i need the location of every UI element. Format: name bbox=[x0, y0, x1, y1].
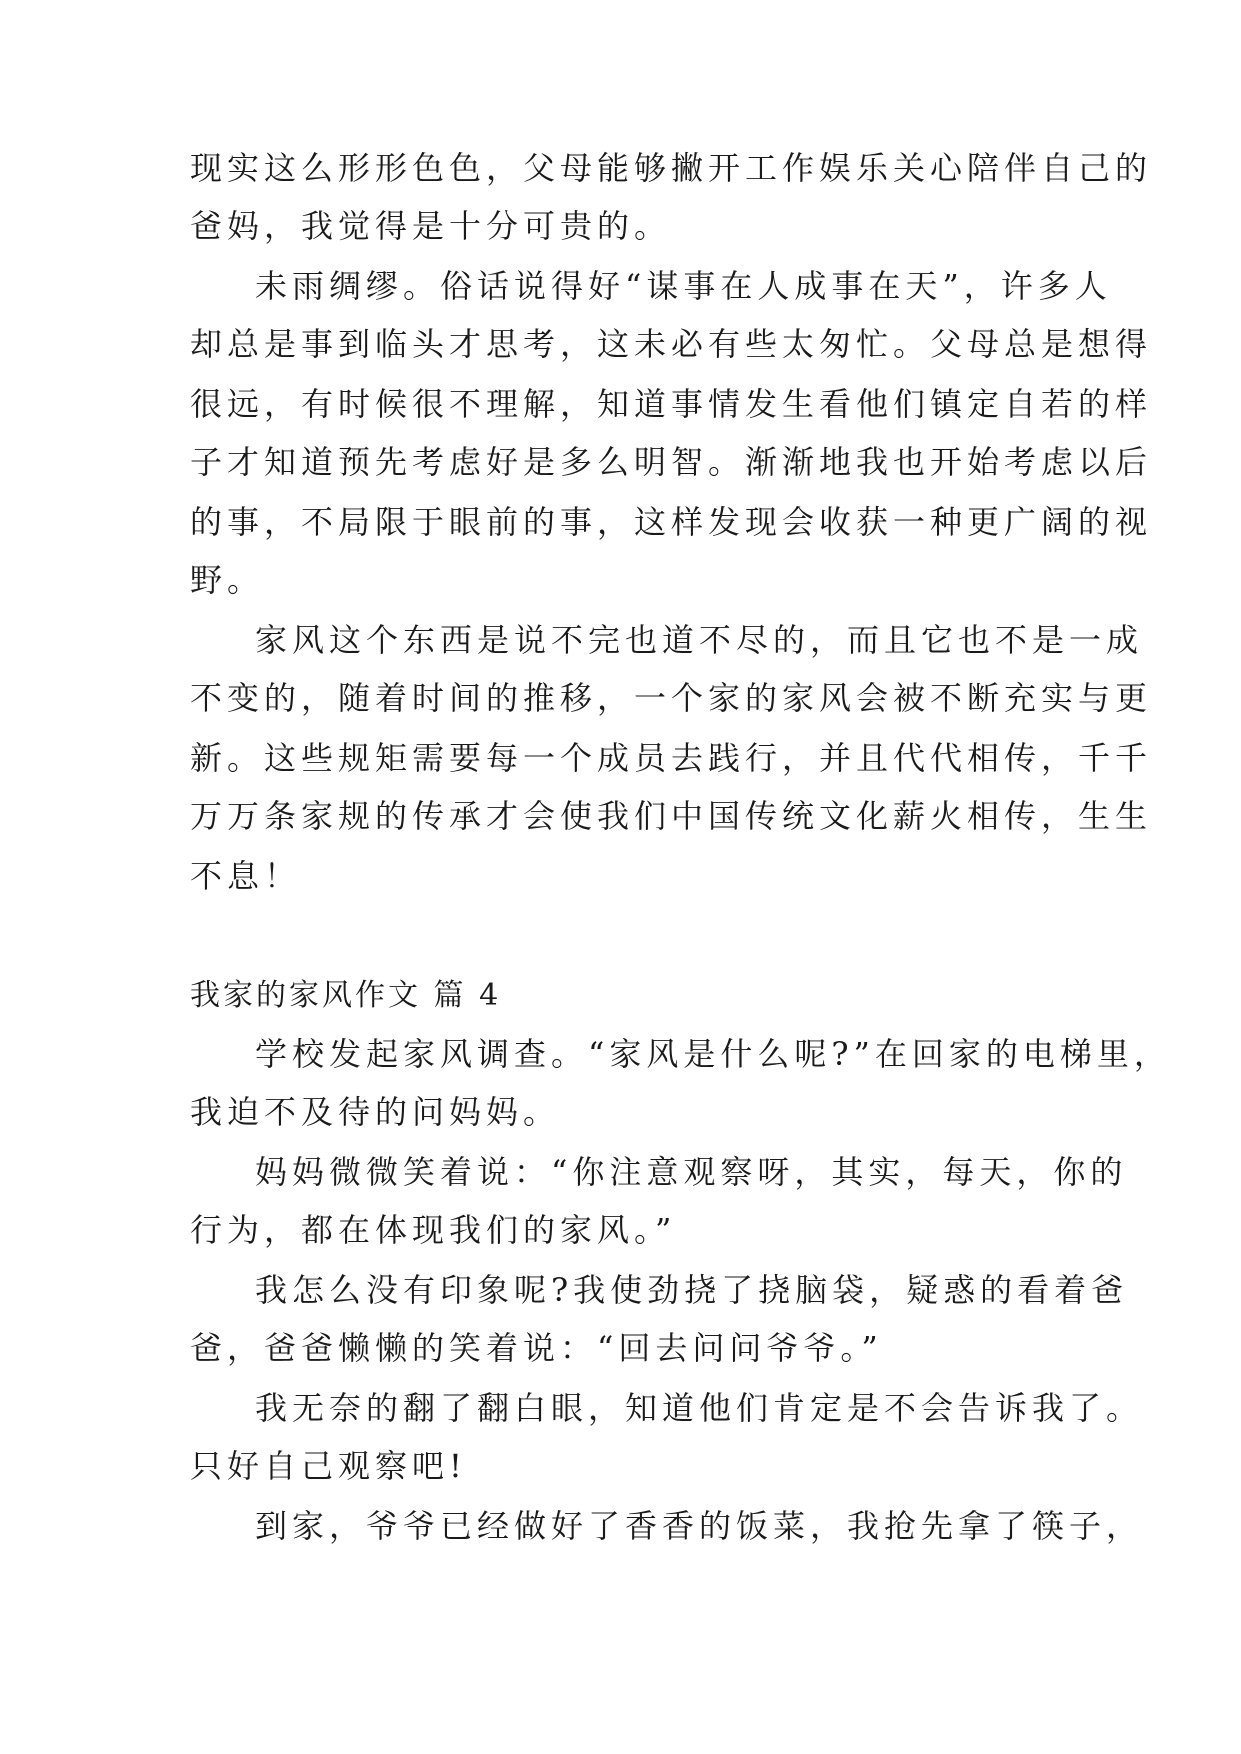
paragraph-line: 到家，爷爷已经做好了香香的饭菜，我抢先拿了筷子， bbox=[255, 1507, 1144, 1545]
section-heading: 我家的家风作文 篇 4 bbox=[190, 978, 502, 1013]
paragraph-line: 爸妈，我觉得是十分可贵的。 bbox=[190, 207, 672, 245]
paragraph-line: 家风这个东西是说不完也道不尽的，而且它也不是一成 bbox=[255, 621, 1144, 659]
paragraph-line: 新。这些规矩需要每一个成员去践行，并且代代相传，千千 bbox=[190, 739, 1153, 777]
paragraph-line: 子才知道预先考虑好是多么明智。渐渐地我也开始考虑以后 bbox=[190, 443, 1153, 481]
paragraph-line: 很远，有时候很不理解，知道事情发生看他们镇定自若的样 bbox=[190, 385, 1153, 423]
paragraph-line: 万万条家规的传承才会使我们中国传统文化薪火相传，生生 bbox=[190, 797, 1153, 835]
paragraph-line: 行为，都在体现我们的家风。” bbox=[190, 1211, 677, 1249]
paragraph-line: 未雨绸缪。俗话说得好“谋事在人成事在天”，许多人 bbox=[255, 267, 1112, 305]
paragraph-line: 的事，不局限于眼前的事，这样发现会收获一种更广阔的视 bbox=[190, 503, 1153, 541]
paragraph-line: 学校发起家风调查。“家风是什么呢?”在回家的电梯里， bbox=[255, 1035, 1171, 1073]
paragraph-line: 我无奈的翻了翻白眼，知道他们肯定是不会告诉我了。 bbox=[255, 1389, 1144, 1427]
paragraph-line: 只好自己观察吧! bbox=[190, 1447, 467, 1485]
paragraph-line: 现实这么形形色色，父母能够撇开工作娱乐关心陪伴自己的 bbox=[190, 149, 1153, 187]
paragraph-line: 野。 bbox=[190, 561, 265, 599]
paragraph-line: 不变的，随着时间的推移，一个家的家风会被不断充实与更 bbox=[190, 679, 1153, 717]
paragraph-line: 妈妈微微笑着说：“你注意观察呀，其实，每天，你的 bbox=[255, 1153, 1128, 1191]
paragraph-line: 我怎么没有印象呢?我使劲挠了挠脑袋，疑惑的看着爸 bbox=[255, 1271, 1129, 1309]
paragraph-line: 不息！ bbox=[190, 857, 302, 895]
paragraph-line: 我迫不及待的问妈妈。 bbox=[190, 1093, 561, 1131]
paragraph-line: 却总是事到临头才思考，这未必有些太匆忙。父母总是想得 bbox=[190, 325, 1153, 363]
paragraph-line: 爸，爸爸懒懒的笑着说：“回去问问爷爷。” bbox=[190, 1329, 883, 1367]
